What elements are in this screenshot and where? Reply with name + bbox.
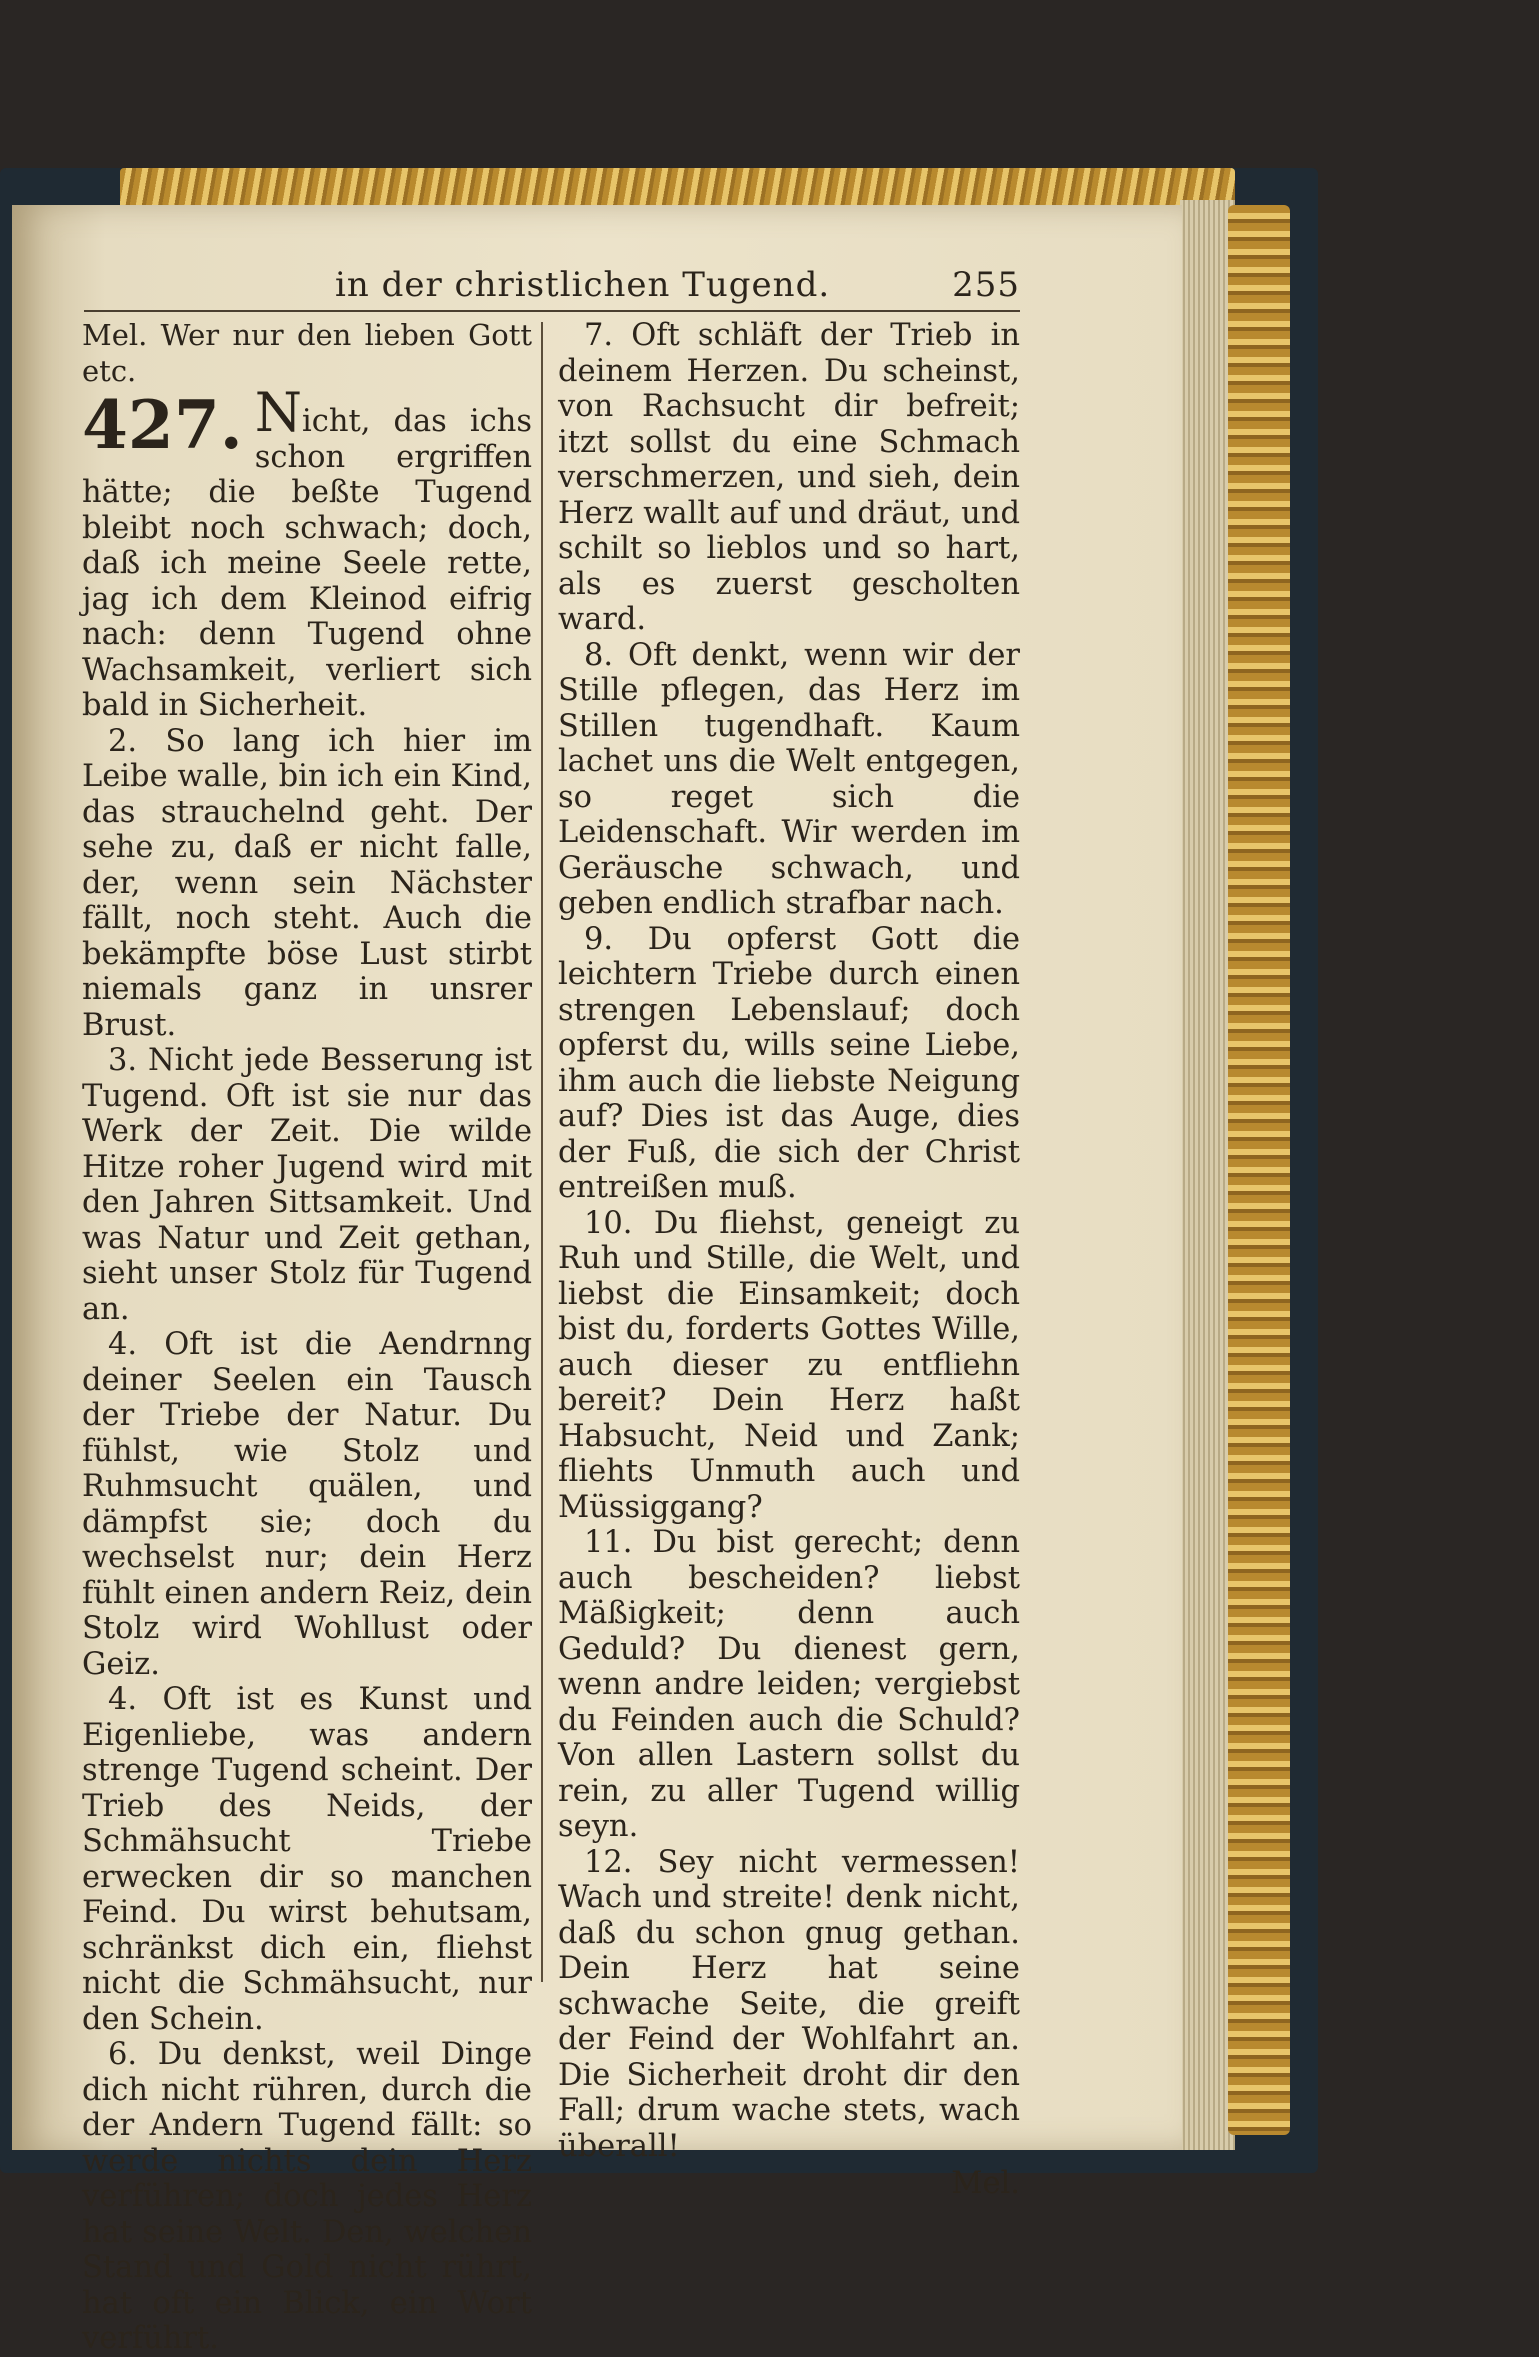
page-number: 255 xyxy=(952,265,1020,305)
hymn-verse-5: 4. Oft ist es Kunst und Eigenliebe, was andern strenge Tugend scheint. Der Trieb des Neids, der Schmähsucht Triebe erwecken dir so manchen Feind. Du wirst behutsam, schränkst dich ein, fliehst nicht die Schmähsucht, nur den Schein. xyxy=(82,1682,532,2037)
left-column xyxy=(82,318,532,2357)
hymn-verse-12: 12. Sey nicht vermessen! Wach und streite! denk nicht, daß du schon gnug gethan. Dein Herz hat seine schwache Seite, die greift der Feind der Wohlfahrt an. Die Sicherheit droht dir den Fall; drum wache stets, wach überall! xyxy=(558,1844,1020,2164)
page-edges xyxy=(1180,200,1235,2150)
verse-1-text: icht, das ichs schon ergriffen hätte; die beßte Tugend bleibt noch schwach; doch, daß ich meine Seele rette, jag ich dem Kleinod eifrig nach: denn Tugend ohne Wachsamkeit, verliert sich bald in Sicherheit. xyxy=(82,404,532,723)
hymn-verse-1 xyxy=(82,381,532,724)
hymn-verse-9: 9. Du opferst Gott die leichtern Triebe durch einen strengen Lebenslauf; doch opferst du, wills seine Liebe, ihm auch die liebste Neigung auf? Dies ist das Auge, dies der Fuß, die sich der Christ entreißen muß. xyxy=(558,921,1020,1205)
hymn-verse-10: 10. Du fliehst, geneigt zu Ruh und Stille, die Welt, und liebst die Einsamkeit; doch bist du, forderts Gottes Wille, auch dieser zu entfliehn bereit? Dein Herz haßt Habsucht, Neid und Zank; fliehts Unmuth auch und Müssiggang? xyxy=(558,1205,1020,1525)
hymn-number: 427. xyxy=(82,386,243,464)
melody-line: Mel. Wer nur den lieben Gott etc. xyxy=(82,318,532,388)
page-header xyxy=(80,265,1020,305)
right-column xyxy=(558,318,1020,2202)
hymn-verse-2: 2. So lang ich hier im Leibe walle, bin ich ein Kind, das strauchelnd geht. Der sehe zu, daß er nicht falle, der, wenn sein Nächster fällt, noch steht. Auch die bekämpfte böse Lust stirbt niemals ganz in unsrer Brust. xyxy=(82,723,532,1043)
column-divider xyxy=(541,322,543,1982)
hymn-verse-6: 6. Du denkst, weil Dinge dich nicht rühren, durch die der Andern Tugend fällt: so werde nichts dein Herz verführen; doch jedes Herz hat seine Welt. Den, welchen Stand und Gold nicht rührt, hat oft ein Blick, ein Wort verführt. xyxy=(82,2037,532,2356)
gilt-edge-top xyxy=(120,168,1235,210)
catchword: Mel. xyxy=(951,2166,1020,2201)
running-title: in der christlichen Tugend. xyxy=(335,265,831,305)
drop-cap: N xyxy=(254,381,302,444)
header-rule xyxy=(84,310,1020,312)
hymn-verse-11: 11. Du bist gerecht; denn auch bescheiden? liebst Mäßigkeit; denn auch Geduld? Du dienest gern, wenn andre leiden; vergiebst du Feinden auch die Schuld? Von allen Lastern sollst du rein, zu aller Tugend willig seyn. xyxy=(558,1525,1020,1844)
hymn-verse-7: 7. Oft schläft der Trieb in deinem Herzen. Du scheinst, von Rachsucht dir befreit; itzt sollst du eine Schmach verschmerzen, und sieh, dein Herz wallt auf und dräut, und schilt so lieblos und so hart, als es zuerst gescholten ward. xyxy=(558,318,1020,637)
gilt-edge-right xyxy=(1228,205,1290,2135)
hymn-verse-8: 8. Oft denkt, wenn wir der Stille pflegen, das Herz im Stillen tugendhaft. Kaum lachet uns die Welt entgegen, so reget sich die Leidenschaft. Wir werden im Geräusche schwach, und geben endlich strafbar nach. xyxy=(558,637,1020,921)
hymn-verse-4: 4. Oft ist die Aendrnng deiner Seelen ein Tausch der Triebe der Natur. Du fühlst, wie Stolz und Ruhmsucht quälen, und dämpfst sie; doch du wechselst nur; dein Herz fühlt einen andern Reiz, dein Stolz wird Wohllust oder Geiz. xyxy=(82,1327,532,1682)
hymn-verse-3: 3. Nicht jede Besserung ist Tugend. Oft ist sie nur das Werk der Zeit. Die wilde Hitze roher Jugend wird mit den Jahren Sittsamkeit. Und was Natur und Zeit gethan, sieht unser Stolz für Tugend an. xyxy=(82,1043,532,1327)
